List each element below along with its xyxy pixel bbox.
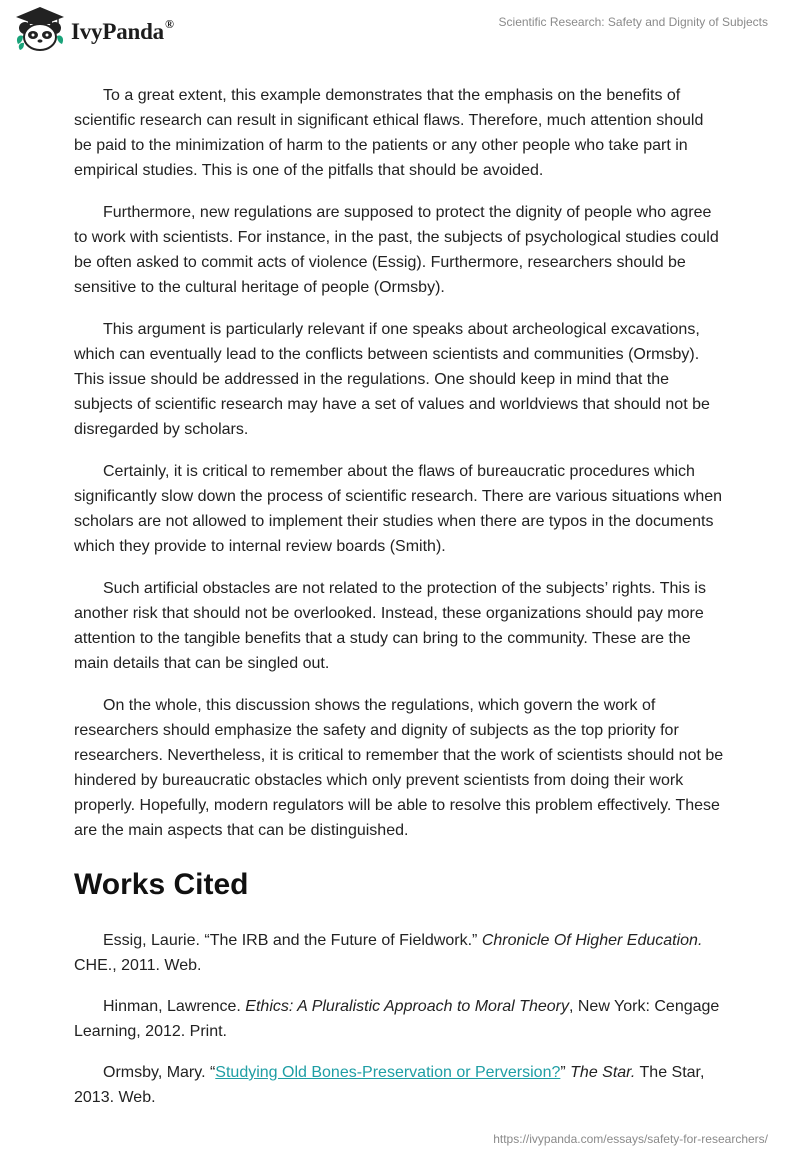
works-cited-heading: Works Cited xyxy=(74,868,249,901)
body-paragraph: This argument is particularly relevant if one speaks about archeological excavations, which can eventually lead to the conflicts between scientists and communities (Ormsby). This issue should be addressed in the regulations. One should keep in mind that the subjects of scientific research may have a set of values and worldviews that should not be disregarded by scholars. xyxy=(74,321,710,438)
panda-graduate-icon xyxy=(14,6,66,52)
document-title: Scientific Research: Safety and Dignity of Subjects xyxy=(498,15,768,29)
body-paragraph: To a great extent, this example demonstrates that the emphasis on the benefits of scientific research can result in significant ethical flaws. Therefore, much attention should be paid to the minimization of harm to the patients or any other people who take part in empirical studies. This is one of the pitfalls that should be avoided. xyxy=(74,87,704,179)
citation-hinman xyxy=(74,994,724,1044)
citation-essig xyxy=(74,928,724,978)
brand-name xyxy=(71,19,174,45)
citation-text: Hinman, Lawrence. xyxy=(103,998,246,1015)
citation-link[interactable]: Studying Old Bones-Preservation or Perversion? xyxy=(215,1064,561,1081)
citation-text: Essig, Laurie. “The IRB and the Future of Fieldwork.” xyxy=(103,932,482,949)
page-header xyxy=(0,0,800,60)
citation-text: CHE., 2011. Web. xyxy=(74,957,202,974)
citation-ormsby xyxy=(74,1060,724,1110)
source-url: https://ivypanda.com/essays/safety-for-researchers/ xyxy=(493,1132,768,1146)
citation-text: , New York: Cengage Learning, 2012. Print. xyxy=(74,998,720,1040)
body-paragraph: On the whole, this discussion shows the regulations, which govern the work of researchers should emphasize the safety and dignity of subjects as the top priority for researchers. Nevertheless, it is critical to remember that the work of scientists should not be hindered by bureaucratic obstacles which only prevent scientists from doing their work properly. Hopefully, modern regulators will be able to resolve this problem effectively. These are the main aspects that can be distinguished. xyxy=(74,697,724,839)
citation-text: Ormsby, Mary. “ xyxy=(103,1064,216,1081)
body-paragraph: Certainly, it is critical to remember about the flaws of bureaucratic procedures which significantly slow down the process of scientific research. There are various situations when scholars are not allowed to implement their studies when there are typos in the documents which they provide to internal review boards (Smith). xyxy=(74,463,723,555)
body-paragraph: Furthermore, new regulations are supposed to protect the dignity of people who agree to work with scientists. For instance, in the past, the subjects of psychological studies could be often asked to commit acts of violence (Essig). Furthermore, researchers should be sensitive to the cultural heritage of people (Ormsby). xyxy=(74,204,719,296)
citation-text: The Star, 2013. Web. xyxy=(74,1064,705,1106)
registered-mark: ® xyxy=(164,17,174,32)
body-paragraph: Such artificial obstacles are not related to the protection of the subjects’ rights. This is another risk that should not be overlooked. Instead, these organizations should pay more attention to the tangible benefits that a study can bring to the community. These are the main details that can be singled out. xyxy=(74,580,706,672)
citation-text: ” xyxy=(560,1064,571,1081)
citation-source: Chronicle Of Higher Education. xyxy=(481,932,703,949)
citation-source: Ethics: A Pluralistic Approach to Moral Theory xyxy=(245,998,569,1015)
ivypanda-logo[interactable] xyxy=(14,6,174,52)
essay-content xyxy=(74,83,724,1126)
brand-text: IvyPanda xyxy=(71,19,164,44)
citation-source: The Star. xyxy=(570,1064,636,1081)
